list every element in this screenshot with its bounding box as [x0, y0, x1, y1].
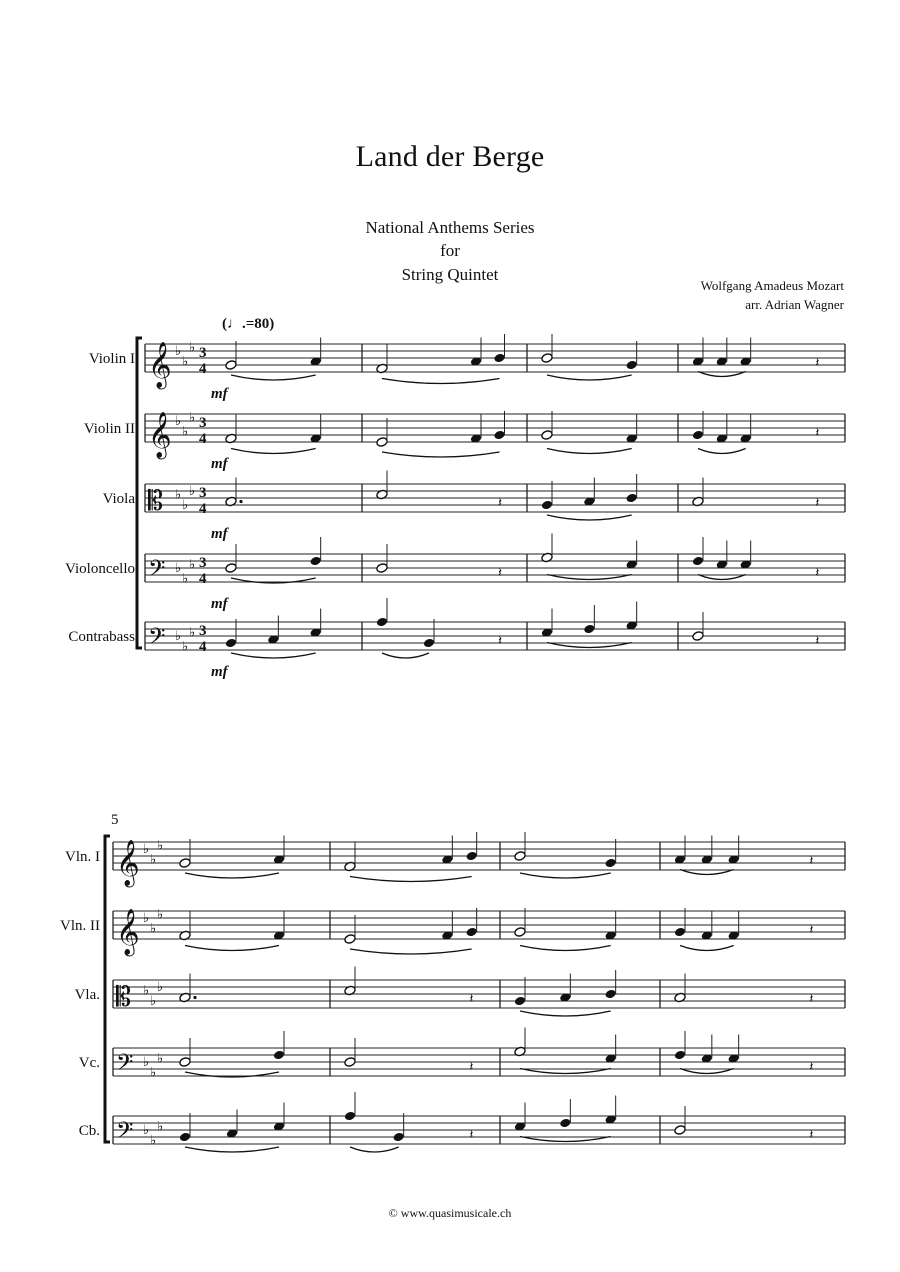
- rest-icon: 𝄽: [498, 566, 502, 581]
- bass-clef-icon: 𝄢: [148, 624, 166, 655]
- slur: [547, 449, 632, 454]
- note-head: [392, 1132, 404, 1143]
- measure-number: 5: [111, 812, 119, 828]
- bass-clef-icon: 𝄢: [116, 1050, 134, 1081]
- note-head: [179, 1057, 191, 1068]
- arranger-credit: arr. Adrian Wagner: [745, 297, 844, 312]
- slur: [185, 1147, 279, 1152]
- tempo-marking: (♩.=80): [222, 316, 275, 332]
- note-head: [541, 500, 553, 511]
- time-signature-top: 3: [199, 623, 207, 639]
- instrument-label: Vla.: [74, 987, 100, 1003]
- note-head: [514, 996, 526, 1007]
- rest-icon: 𝄽: [815, 496, 820, 511]
- flat-icon: ♭: [143, 1123, 150, 1138]
- flat-icon: ♭: [189, 340, 196, 356]
- note-head: [604, 989, 616, 1000]
- flat-icon: ♭: [150, 921, 157, 937]
- time-signature-top: 3: [199, 485, 207, 501]
- time-signature-bottom: 4: [199, 571, 207, 587]
- slur: [382, 379, 500, 384]
- system-bracket: [105, 836, 110, 1142]
- rest-icon: 𝄽: [809, 992, 814, 1007]
- slur: [680, 946, 734, 951]
- rest-icon: 𝄽: [815, 634, 820, 649]
- rest-icon: 𝄽: [815, 426, 820, 441]
- flat-icon: ♭: [175, 487, 182, 503]
- slur: [350, 877, 472, 882]
- flat-icon: ♭: [150, 852, 157, 868]
- staff: [75, 967, 845, 1017]
- note-head: [179, 1132, 191, 1143]
- subtitle-for: for: [440, 241, 460, 260]
- note-head: [344, 934, 356, 945]
- dynamic-marking: mf: [211, 526, 228, 542]
- staff: [89, 334, 845, 402]
- instrument-label: Vln. II: [60, 918, 100, 934]
- slur: [350, 949, 472, 954]
- note-head: [225, 638, 237, 649]
- note-head: [376, 617, 388, 628]
- flat-icon: ♭: [175, 414, 182, 429]
- rest-icon: 𝄽: [469, 1128, 474, 1143]
- treble-clef-icon: 𝄞: [148, 342, 172, 388]
- note-head: [541, 430, 553, 441]
- instrument-label: Violin I: [88, 351, 135, 367]
- slur: [698, 449, 746, 454]
- note-head: [625, 493, 637, 504]
- instrument-label: Vln. I: [65, 849, 100, 865]
- note-head: [493, 430, 505, 441]
- instrument-label: Vc.: [78, 1055, 100, 1071]
- note-head: [423, 638, 435, 649]
- treble-clef-icon: 𝄞: [148, 412, 172, 458]
- rest-icon: 𝄽: [809, 1060, 814, 1075]
- slur: [382, 452, 500, 457]
- dynamic-marking: mf: [211, 456, 228, 472]
- note-head: [493, 353, 505, 364]
- time-signature-bottom: 4: [199, 501, 207, 517]
- note-head: [273, 1050, 285, 1061]
- flat-icon: ♭: [143, 983, 150, 999]
- flat-icon: ♭: [143, 1055, 150, 1070]
- flat-icon: ♭: [189, 557, 196, 573]
- slur: [520, 1011, 611, 1016]
- rest-icon: 𝄽: [469, 992, 474, 1007]
- note-head: [344, 1111, 356, 1122]
- flat-icon: ♭: [189, 410, 196, 426]
- instrument-label: Contrabass: [68, 629, 135, 645]
- bass-clef-icon: 𝄢: [148, 556, 166, 587]
- note-head: [376, 563, 388, 574]
- time-signature-bottom: 4: [199, 431, 207, 447]
- rest-icon: 𝄽: [469, 1060, 474, 1075]
- note-head: [465, 927, 477, 938]
- flat-icon: ♭: [150, 1065, 157, 1081]
- system-bracket: [137, 338, 142, 648]
- flat-icon: ♭: [175, 344, 182, 359]
- time-signature-top: 3: [199, 555, 207, 571]
- instrument-label: Viola: [102, 491, 135, 507]
- rest-icon: 𝄽: [498, 634, 502, 649]
- staff: [103, 471, 845, 543]
- flat-icon: ♭: [182, 424, 189, 440]
- copyright-notice: © www.quasimusicale.ch: [388, 1206, 512, 1220]
- score-system: [65, 316, 845, 680]
- instrument-label: Violoncello: [65, 561, 135, 577]
- staff: [79, 1028, 845, 1082]
- staff: [79, 1092, 845, 1152]
- slur: [185, 873, 279, 878]
- instrument-label: Cb.: [78, 1123, 100, 1139]
- bass-clef-icon: 𝄢: [116, 1118, 134, 1149]
- note-head: [692, 631, 704, 642]
- note-head: [604, 858, 616, 869]
- staff: [65, 534, 845, 613]
- staff: [65, 832, 845, 888]
- note-head: [376, 437, 388, 448]
- dynamic-marking: mf: [211, 596, 228, 612]
- flat-icon: ♭: [143, 911, 150, 926]
- slur: [185, 946, 279, 951]
- staff: [60, 908, 845, 958]
- rest-icon: 𝄽: [809, 1128, 814, 1143]
- note-head: [674, 1125, 686, 1136]
- note-head: [674, 927, 686, 938]
- flat-icon: ♭: [175, 561, 182, 576]
- flat-icon: ♭: [157, 907, 164, 923]
- time-signature-bottom: 4: [199, 361, 207, 377]
- flat-icon: ♭: [189, 484, 196, 499]
- rest-icon: 𝄽: [815, 356, 820, 371]
- note-head: [179, 858, 191, 869]
- note-head: [541, 353, 553, 364]
- time-signature-bottom: 4: [199, 639, 207, 655]
- time-signature-top: 3: [199, 345, 207, 361]
- note-head: [692, 556, 704, 567]
- series-name: National Anthems Series: [365, 218, 535, 237]
- slur: [382, 653, 429, 658]
- ensemble-name: String Quintet: [401, 265, 499, 284]
- dynamic-marking: mf: [211, 664, 228, 680]
- note-head: [514, 851, 526, 862]
- note-head: [625, 360, 637, 371]
- time-signature-top: 3: [199, 415, 207, 431]
- score-systems: [60, 316, 845, 1152]
- slur: [520, 946, 611, 951]
- score-system: [60, 812, 845, 1152]
- staff: [84, 411, 845, 473]
- note-head: [465, 851, 477, 862]
- flat-icon: ♭: [150, 994, 157, 1009]
- flat-icon: ♭: [157, 1051, 164, 1067]
- note-head: [344, 1057, 356, 1068]
- flat-icon: ♭: [157, 838, 164, 854]
- treble-clef-icon: 𝄞: [116, 909, 140, 955]
- slur: [231, 449, 316, 454]
- flat-icon: ♭: [182, 498, 189, 513]
- staff: [68, 598, 845, 680]
- flat-icon: ♭: [175, 629, 182, 644]
- flat-icon: ♭: [150, 1133, 157, 1149]
- composer-credit: Wolfgang Amadeus Mozart: [700, 278, 844, 293]
- flat-icon: ♭: [182, 354, 189, 370]
- flat-icon: ♭: [182, 571, 189, 587]
- score-title: Land der Berge: [355, 140, 545, 173]
- rest-icon: 𝄽: [809, 854, 814, 869]
- note-head: [225, 360, 237, 371]
- note-head: [559, 1118, 571, 1129]
- slur: [231, 375, 316, 380]
- flat-icon: ♭: [143, 842, 150, 857]
- flat-icon: ♭: [157, 980, 164, 995]
- note-head: [514, 927, 526, 938]
- dynamic-marking: mf: [211, 386, 228, 402]
- slur: [231, 653, 316, 658]
- instrument-label: Violin II: [83, 421, 135, 437]
- alto-clef-icon: 𝄡: [148, 486, 164, 517]
- alto-clef-icon: 𝄡: [116, 982, 132, 1013]
- slur: [547, 375, 632, 380]
- flat-icon: ♭: [157, 1119, 164, 1135]
- note-head: [225, 563, 237, 574]
- note-head: [583, 624, 595, 635]
- note-head: [674, 1050, 686, 1061]
- flat-icon: ♭: [189, 625, 196, 641]
- rest-icon: 𝄽: [809, 923, 814, 938]
- flat-icon: ♭: [182, 639, 189, 655]
- slur: [350, 1147, 399, 1152]
- treble-clef-icon: 𝄞: [116, 840, 140, 886]
- note-head: [692, 430, 704, 441]
- rest-icon: 𝄽: [815, 566, 820, 581]
- slur: [520, 873, 611, 878]
- rest-icon: 𝄽: [498, 496, 502, 511]
- note-head: [309, 556, 321, 567]
- slur: [547, 515, 632, 520]
